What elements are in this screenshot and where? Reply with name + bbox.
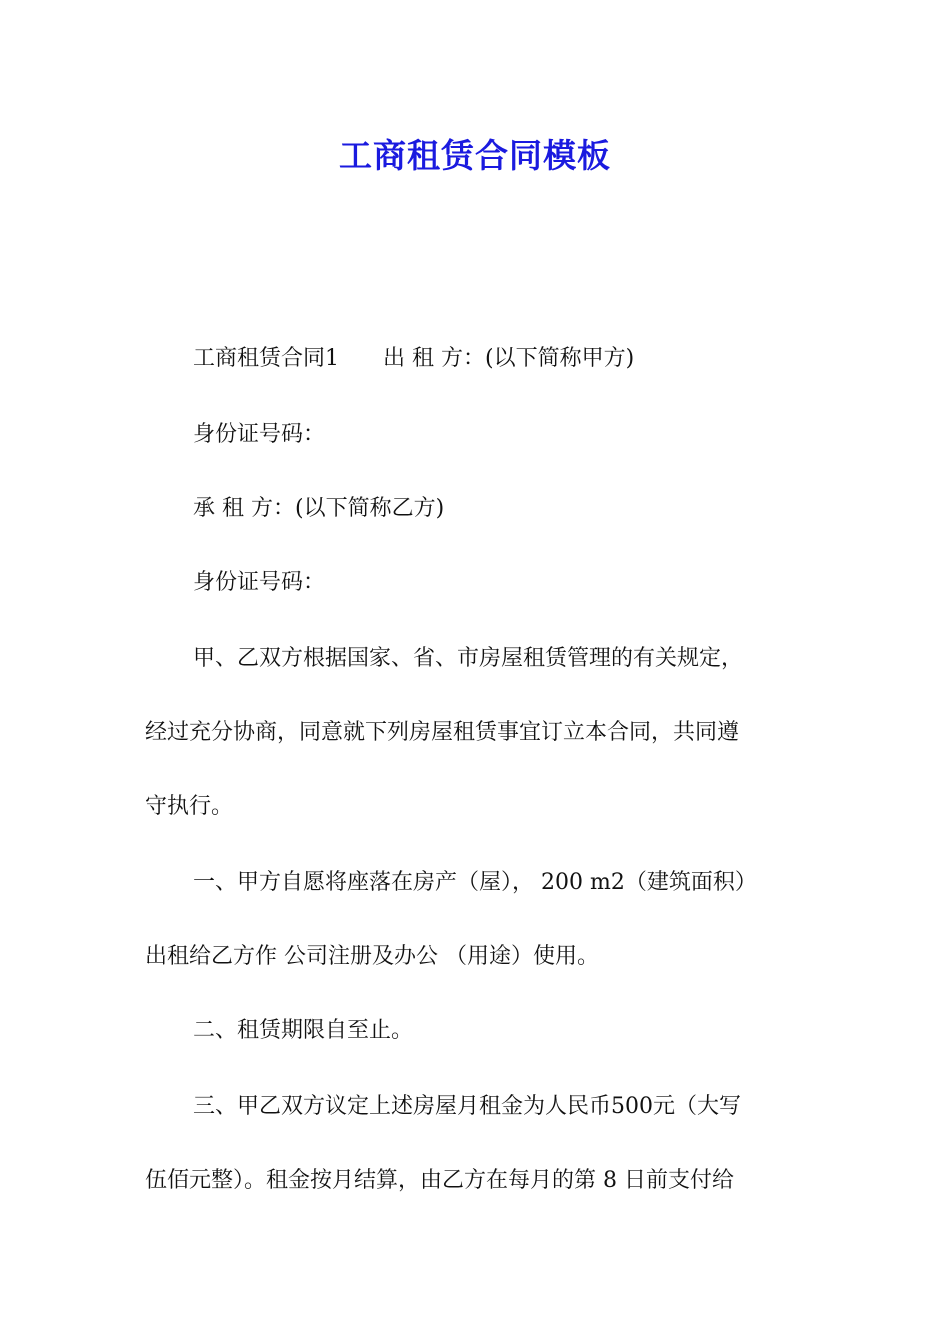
document-title: 工商租赁合同模板 [339, 136, 611, 175]
contract-number-label: 工商租赁合同1 [193, 346, 339, 371]
clause-3-line: 三、甲乙双方议定上述房屋月租金为人民币500元（大写 [193, 1094, 741, 1119]
clause-3-line: 伍佰元整）。租金按月结算，由乙方在每月的第 8 日前支付给 [145, 1168, 734, 1193]
clause-2-line: 二、租赁期限自至止。 [193, 1018, 414, 1043]
clause-1-line: 一、甲方自愿将座落在房产（屋）， 200 m2（建筑面积） [193, 870, 757, 895]
clause-1-line: 出租给乙方作 公司注册及办公 （用途）使用。 [145, 944, 599, 969]
paragraph-line: 经过充分协商，同意就下列房屋租赁事宜订立本合同，共同遵 [145, 720, 740, 745]
paragraph-line: 甲、乙双方根据国家、省、市房屋租赁管理的有关规定， [193, 646, 744, 671]
lessee-line: 承 租 方：(以下简称乙方) [193, 496, 445, 521]
lessor-label: 出 租 方：(以下简称甲方) [383, 346, 635, 371]
lessee-id-line: 身份证号码： [193, 570, 326, 595]
contract-heading-line [193, 344, 858, 374]
paragraph-line: 守执行。 [145, 794, 234, 819]
lessor-id-line: 身份证号码： [193, 422, 326, 447]
